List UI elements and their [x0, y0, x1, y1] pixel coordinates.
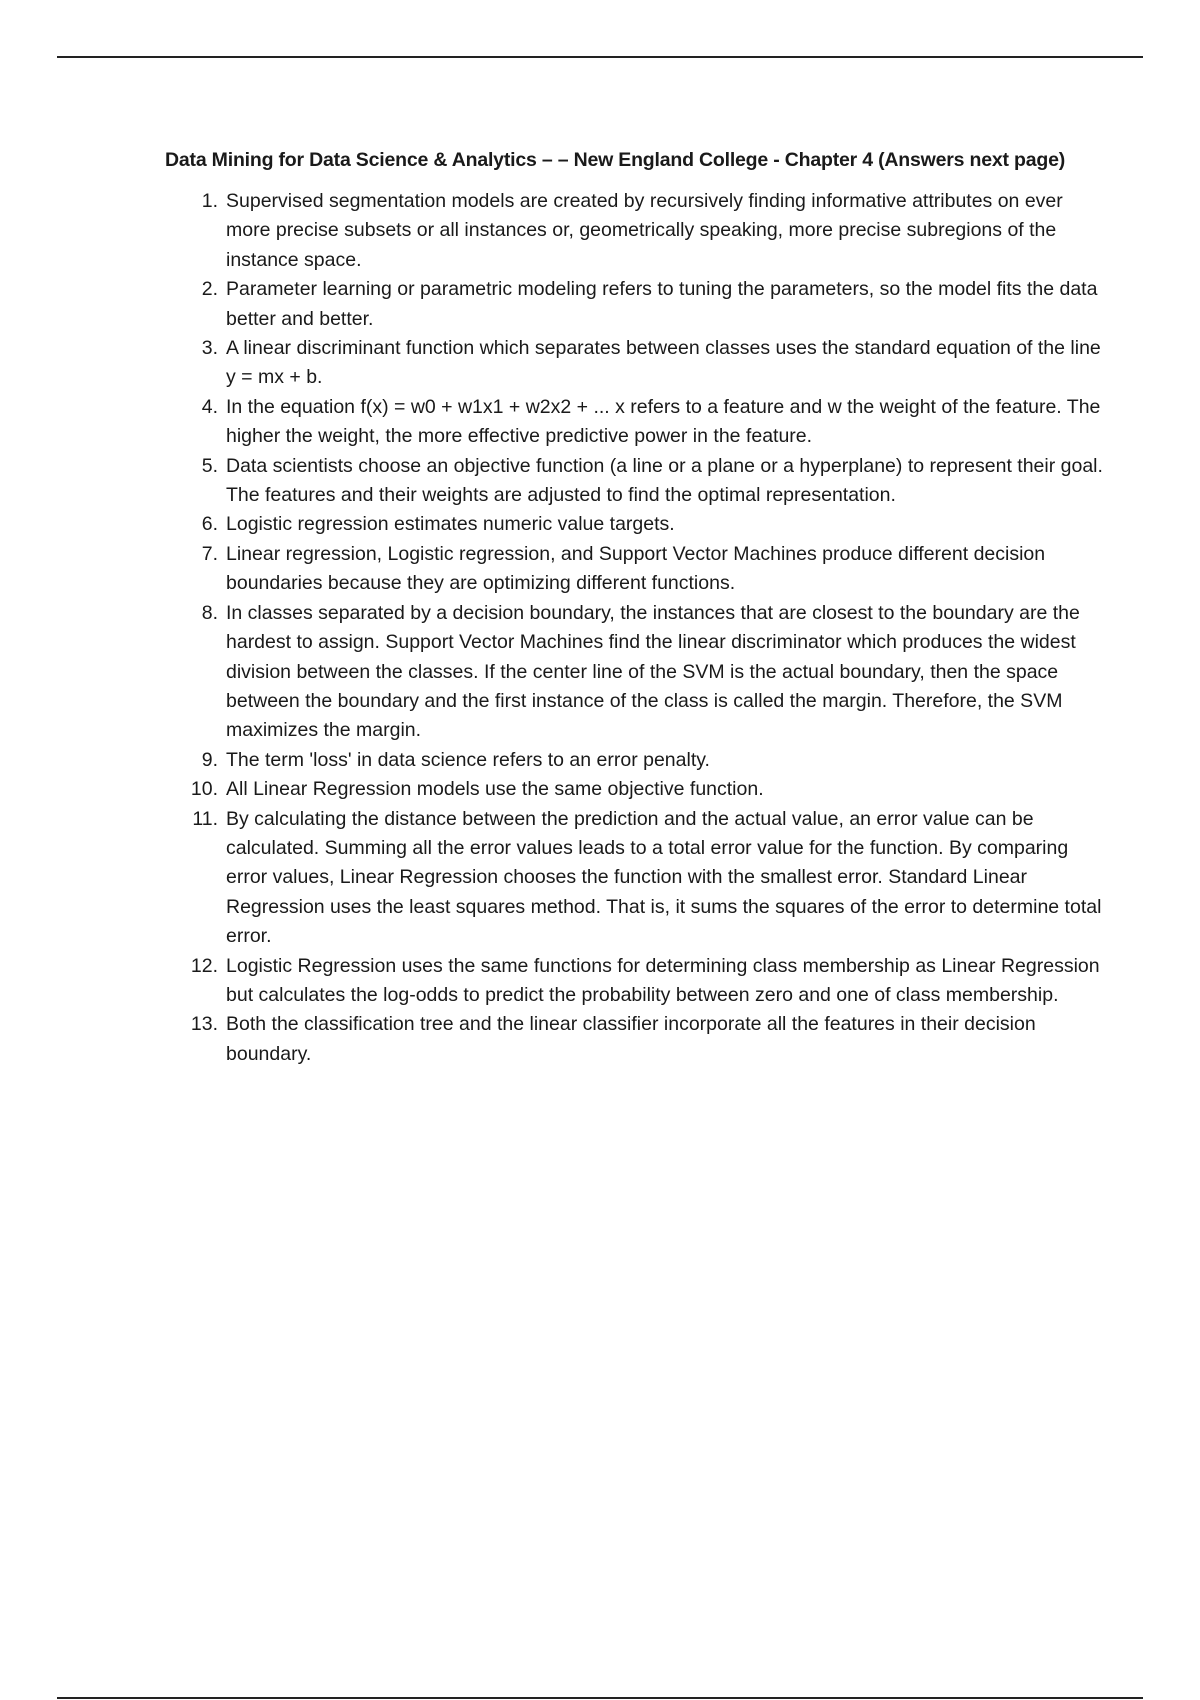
question-number: 13.: [190, 1013, 218, 1036]
question-number: 11.: [192, 807, 218, 830]
header-rule: [57, 56, 1143, 58]
question-text: The term 'loss' in data science refers to an error penalty.: [226, 748, 710, 771]
document-body: [165, 145, 1105, 1069]
question-text: Parameter learning or parametric modeling refers to tuning the parameters, so the model fits the data better and better.: [226, 278, 1098, 330]
question-text: Data scientists choose an objective function (a line or a plane or a hyperplane) to represent their goal. The features and their weights are adjusted to find the optimal representation.: [226, 454, 1103, 507]
question-text: In classes separated by a decision boundary, the instances that are closest to the boundary are the hardest to assign. Support Vector Machines find the linear discriminator which produces the widest division between the classes. If the center line of the SVM is the actual boundary, then the space between the boundary and the first instance of the class is called the margin. Therefore, the SVM maximizes the margin.: [226, 601, 1080, 742]
question-text: Linear regression, Logistic regression, and Support Vector Machines produce different decision boundaries because they are optimizing different functions.: [226, 542, 1046, 595]
question-number: 2.: [201, 278, 218, 301]
question-list: [165, 187, 1105, 1069]
question-number: 7.: [201, 542, 218, 565]
question-item-11: [165, 805, 1105, 952]
question-text: In the equation f(x) = w0 + w1x1 + w2x2 + ... x refers to a feature and w the weight of the feature. The higher the weight, the more effective predictive power in the feature.: [226, 395, 1101, 448]
question-item-9: [165, 746, 1105, 775]
question-item-7: [165, 540, 1105, 599]
question-number: 12.: [190, 954, 218, 977]
question-item-3: [165, 334, 1105, 393]
question-number: 4.: [201, 395, 218, 418]
question-number: 6.: [201, 513, 218, 536]
question-number: 5.: [201, 454, 218, 477]
question-item-2: [165, 275, 1105, 334]
question-number: 8.: [201, 601, 218, 624]
document-title: Data Mining for Data Science & Analytics – – New England College - Chapter 4 (Answers next page): [165, 149, 1066, 171]
question-item-5: [165, 452, 1105, 511]
footer-rule: [57, 1697, 1143, 1699]
question-item-10: [165, 775, 1105, 804]
question-text: All Linear Regression models use the same objective function.: [226, 778, 764, 801]
question-item-12: [165, 952, 1105, 1011]
question-number: 1.: [201, 190, 218, 212]
question-item-4: [165, 393, 1105, 452]
question-item-1: [165, 187, 1105, 275]
question-item-8: [165, 599, 1105, 746]
question-text: Both the classification tree and the linear classifier incorporate all the features in their decision boundary.: [226, 1013, 1036, 1065]
question-text: Supervised segmentation models are created by recursively finding informative attributes on ever more precise subsets or all instances or, geometrically speaking, more precise subregions of the instance space.: [226, 190, 1063, 271]
question-text: Logistic regression estimates numeric value targets.: [226, 513, 675, 536]
question-item-6: [165, 510, 1105, 539]
question-number: 10.: [190, 778, 218, 801]
question-text: By calculating the distance between the prediction and the actual value, an error value can be calculated. Summing all the error values leads to a total error value for the function. By comparing error values, Linear Regression chooses the function with the smallest error. Standard Linear Regression uses the least squares method. That is, it sums the squares of the error to determine total error.: [226, 807, 1102, 948]
question-text: A linear discriminant function which separates between classes uses the standard equation of the line y = mx + b.: [226, 337, 1101, 389]
question-text: Logistic Regression uses the same functions for determining class membership as Linear Regression but calculates the log-odds to predict the probability between zero and one of class membership.: [226, 954, 1100, 1006]
question-number: 3.: [201, 337, 218, 360]
question-item-13: [165, 1010, 1105, 1069]
question-number: 9.: [201, 748, 218, 771]
